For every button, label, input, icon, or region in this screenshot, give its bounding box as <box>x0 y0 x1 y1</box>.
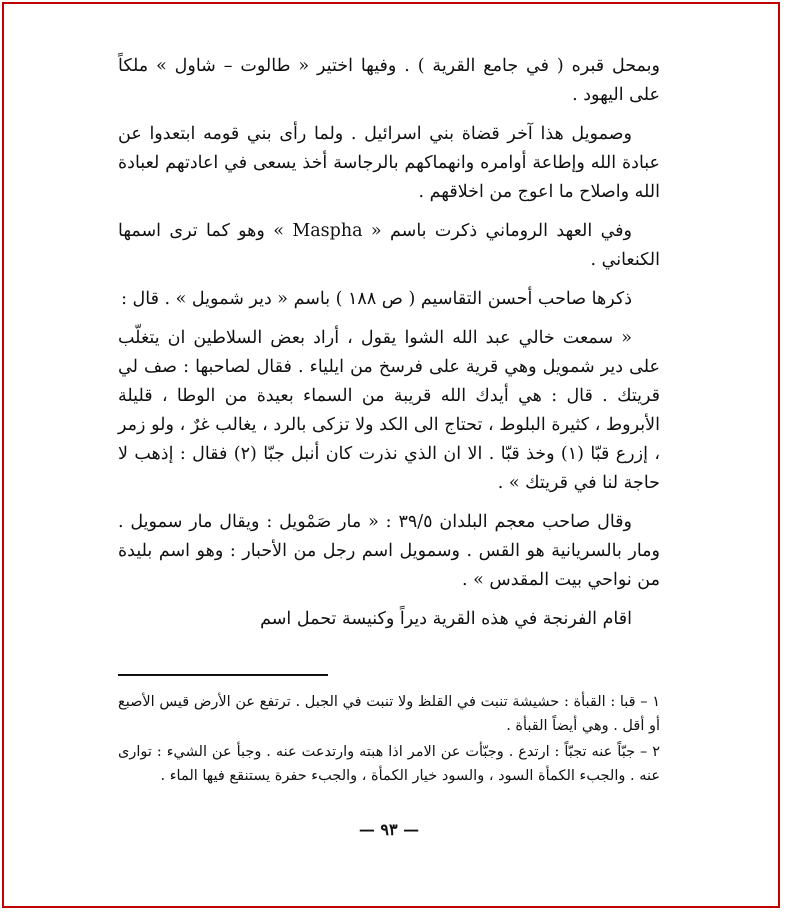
paragraph: وقال صاحب معجم البلدان ٣٩/٥ : « مار صَمْويل : ويقال مار سمويل . ومار بالسريانية هو القس . وسمويل اسم رجل من الأحبار : وهو اسم بليدة من نواحي بيت المقدس » . <box>118 512 660 590</box>
paragraph: وفي العهد الروماني ذكرت باسم « Maspha » وهو كما ترى اسمها الكنعاني . <box>118 221 660 270</box>
footnotes <box>118 690 660 788</box>
footnote: ٢ – جبّاً عنه تجبّاً : ارتدع . وجبّأت عن الامر اذا هبته وارتدعت عنه . وجبأ عن الشيء : توارى عنه . والجبء الكمأة السود ، والسود خيار الكمأة ، والجبء حفرة يستنقع فيها الماء . <box>118 744 660 784</box>
main-text <box>118 52 660 634</box>
paragraph: اقام الفرنجة في هذه القرية ديراً وكنيسة تحمل اسم <box>260 609 632 629</box>
paragraph: وبمحل قبره ( في جامع القرية ) . وفيها اختير « طالوت – شاول » ملكاً على اليهود . <box>118 56 660 105</box>
paragraph: وصمويل هذا آخر قضاة بني اسرائيل . ولما رأى بني قومه ابتعدوا عن عبادة الله وإطاعة أوامره وانهماكهم بالرجاسة أخذ يسعى في اعادتهم لعبادة الله واصلاح ما اعوج من اخلاقهم . <box>118 124 660 202</box>
footnote: ١ – قبا : القبأة : حشيشة تنبت في القلظ ولا تنبت في الجبل . ترتفع عن الأرض قيس الأصبع أو أقل . وهي أيضاً القبأة . <box>118 694 660 734</box>
document-page <box>118 52 660 872</box>
quote-paragraph: « سمعت خالي عبد الله الشوا يقول ، أراد بعض السلاطين ان يتغلّب على دير شمويل وهي قرية على فرسخ من ايلياء . فقال لصاحبها : صف لي قريتك . قال : هي أيدك الله قريبة من السماء بعيدة من الوطا ، قليلة الأبروط ، كثيرة البلوط ، تحتاج الى الكد ولا تزكى بالرد ، يغالب غرٌ ، ولو زمر ، إزرع قبّا (١) وخذ قبّا . الا ان الذي نذرت كان أنبل جبّا (٢) فقال : إذهب لا حاجة لنا في قريتك » . <box>118 328 660 493</box>
paragraph: ذكرها صاحب أحسن التقاسيم ( ص ١٨٨ ) باسم « دير شمويل » . قال : <box>121 289 632 309</box>
page-number: — ٩٣ — <box>358 820 420 839</box>
footnote-divider <box>118 674 328 676</box>
